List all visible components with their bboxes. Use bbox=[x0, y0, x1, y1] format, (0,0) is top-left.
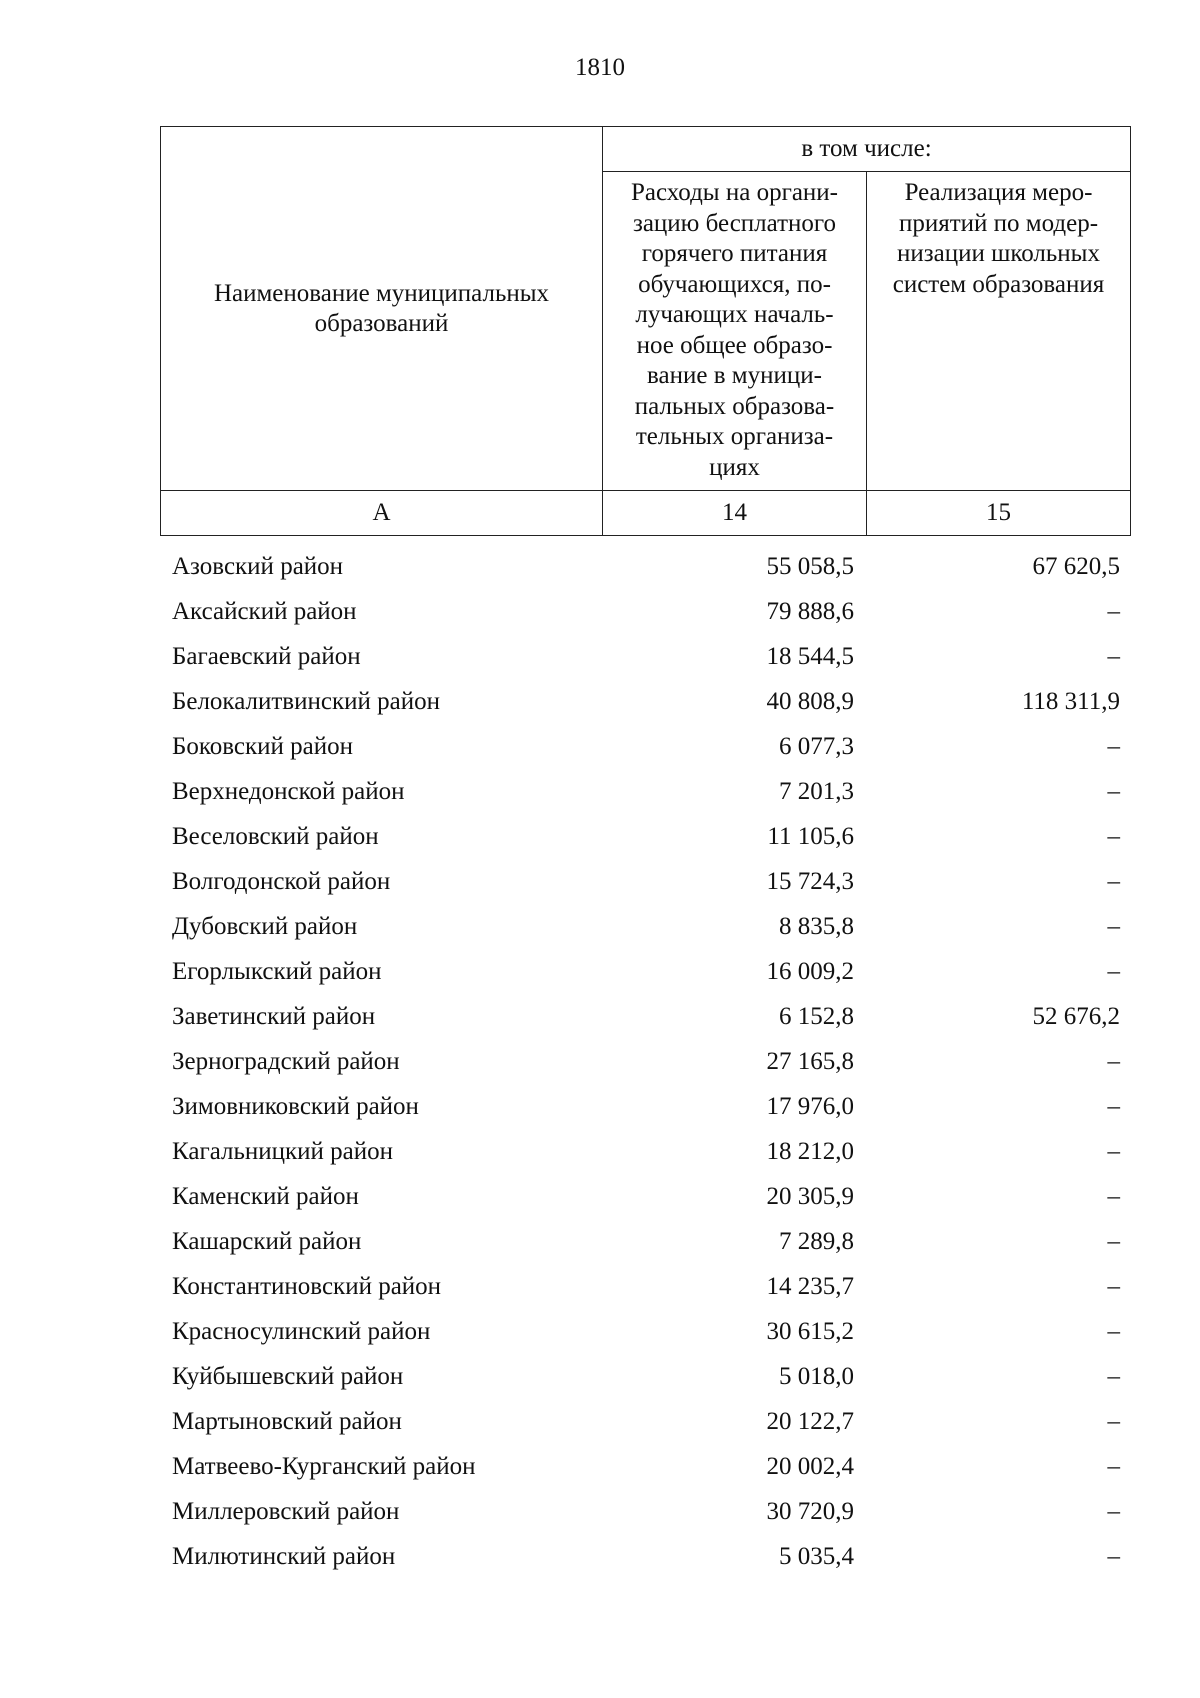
row-value-15: – bbox=[1107, 1318, 1120, 1345]
table-row bbox=[160, 1219, 1130, 1264]
header-col15-modernization: Реализация меро- приятий по модер- низации школьных систем образования bbox=[867, 172, 1131, 491]
row-name: Волгодонской район bbox=[172, 868, 391, 895]
row-value-14: 14 235,7 bbox=[766, 1273, 854, 1300]
row-value-14: 15 724,3 bbox=[766, 868, 854, 895]
table-row bbox=[160, 1174, 1130, 1219]
header-municipality-name: Наименование муниципальных образований bbox=[161, 127, 603, 491]
row-value-14: 17 976,0 bbox=[766, 1093, 854, 1120]
table-row bbox=[160, 1444, 1130, 1489]
row-value-15: – bbox=[1107, 643, 1120, 670]
row-value-14: 7 289,8 bbox=[779, 1228, 854, 1255]
header-num-15: 15 bbox=[867, 491, 1131, 536]
row-value-14: 55 058,5 bbox=[766, 553, 854, 580]
table-row bbox=[160, 859, 1130, 904]
table-body bbox=[160, 544, 1130, 1579]
row-value-15: – bbox=[1107, 733, 1120, 760]
row-name: Кагальницкий район bbox=[172, 1138, 394, 1165]
row-name: Азовский район bbox=[172, 553, 344, 580]
row-value-15: – bbox=[1107, 1408, 1120, 1435]
row-name: Матвеево-Курганский район bbox=[172, 1453, 476, 1480]
table-row bbox=[160, 949, 1130, 994]
row-name: Боковский район bbox=[172, 733, 353, 760]
row-value-14: 6 152,8 bbox=[779, 1003, 854, 1030]
row-name: Дубовский район bbox=[172, 913, 358, 940]
table-row bbox=[160, 1264, 1130, 1309]
row-name: Миллеровский район bbox=[172, 1498, 400, 1525]
row-name: Белокалитвинский район bbox=[172, 688, 440, 715]
row-value-15: – bbox=[1107, 1228, 1120, 1255]
row-value-14: 5 018,0 bbox=[779, 1363, 854, 1390]
table-row bbox=[160, 1489, 1130, 1534]
table-row bbox=[160, 679, 1130, 724]
table-row bbox=[160, 589, 1130, 634]
row-value-15: – bbox=[1107, 868, 1120, 895]
table-row bbox=[160, 1129, 1130, 1174]
row-value-15: – bbox=[1107, 1273, 1120, 1300]
row-value-15: 118 311,9 bbox=[1021, 688, 1120, 715]
row-name: Веселовский район bbox=[172, 823, 379, 850]
row-value-15: – bbox=[1107, 1543, 1120, 1570]
row-name: Заветинский район bbox=[172, 1003, 376, 1030]
row-name: Аксайский район bbox=[172, 598, 357, 625]
row-value-15: – bbox=[1107, 913, 1120, 940]
row-value-14: 20 002,4 bbox=[766, 1453, 854, 1480]
row-value-14: 30 720,9 bbox=[766, 1498, 854, 1525]
row-value-15: – bbox=[1107, 1498, 1120, 1525]
row-name: Верхнедонской район bbox=[172, 778, 405, 805]
row-name: Красносулинский район bbox=[172, 1318, 431, 1345]
row-value-15: 52 676,2 bbox=[1032, 1003, 1120, 1030]
row-value-14: 16 009,2 bbox=[766, 958, 854, 985]
row-value-14: 27 165,8 bbox=[766, 1048, 854, 1075]
table-row bbox=[160, 769, 1130, 814]
table-row bbox=[160, 1399, 1130, 1444]
row-name: Куйбышевский район bbox=[172, 1363, 404, 1390]
row-value-14: 11 105,6 bbox=[767, 823, 854, 850]
table-row bbox=[160, 904, 1130, 949]
row-name: Багаевский район bbox=[172, 643, 361, 670]
table-row bbox=[160, 634, 1130, 679]
row-value-14: 18 212,0 bbox=[766, 1138, 854, 1165]
table-row bbox=[160, 814, 1130, 859]
row-value-14: 8 835,8 bbox=[779, 913, 854, 940]
table-row bbox=[160, 1084, 1130, 1129]
table-row bbox=[160, 1309, 1130, 1354]
row-name: Мартыновский район bbox=[172, 1408, 402, 1435]
row-value-14: 6 077,3 bbox=[779, 733, 854, 760]
row-value-15: – bbox=[1107, 1093, 1120, 1120]
row-value-15: – bbox=[1107, 823, 1120, 850]
table-row bbox=[160, 1039, 1130, 1084]
header-num-a: А bbox=[161, 491, 603, 536]
row-name: Егорлыкский район bbox=[172, 958, 382, 985]
row-value-14: 18 544,5 bbox=[766, 643, 854, 670]
header-group-including: в том числе: bbox=[603, 127, 1131, 172]
row-value-14: 40 808,9 bbox=[766, 688, 854, 715]
table-row bbox=[160, 994, 1130, 1039]
row-value-15: – bbox=[1107, 1138, 1120, 1165]
row-value-14: 20 305,9 bbox=[766, 1183, 854, 1210]
row-value-15: – bbox=[1107, 1453, 1120, 1480]
row-value-14: 5 035,4 bbox=[779, 1543, 854, 1570]
row-value-14: 30 615,2 bbox=[766, 1318, 854, 1345]
row-name: Зимовниковский район bbox=[172, 1093, 419, 1120]
page-number: 1810 bbox=[575, 54, 625, 81]
table-row bbox=[160, 544, 1130, 589]
table-header bbox=[160, 126, 1131, 536]
header-col14-hot-meals: Расходы на органи- зацию бесплатного горячего питания обучающихся, по- лучающих началь- ное общее образо- вание в муници- пальных образова- тельных организа- циях bbox=[603, 172, 867, 491]
row-name: Милютинский район bbox=[172, 1543, 396, 1570]
table-row bbox=[160, 1354, 1130, 1399]
table-row bbox=[160, 1534, 1130, 1579]
row-value-15: – bbox=[1107, 778, 1120, 805]
row-value-14: 79 888,6 bbox=[766, 598, 854, 625]
row-name: Константиновский район bbox=[172, 1273, 442, 1300]
row-value-15: – bbox=[1107, 1048, 1120, 1075]
row-value-14: 20 122,7 bbox=[766, 1408, 854, 1435]
row-value-15: – bbox=[1107, 958, 1120, 985]
row-name: Кашарский район bbox=[172, 1228, 362, 1255]
row-value-15: – bbox=[1107, 1183, 1120, 1210]
row-value-15: 67 620,5 bbox=[1032, 553, 1120, 580]
row-name: Зерноградский район bbox=[172, 1048, 400, 1075]
header-num-14: 14 bbox=[603, 491, 867, 536]
row-name: Каменский район bbox=[172, 1183, 359, 1210]
row-value-14: 7 201,3 bbox=[779, 778, 854, 805]
row-value-15: – bbox=[1107, 1363, 1120, 1390]
table-row bbox=[160, 724, 1130, 769]
row-value-15: – bbox=[1107, 598, 1120, 625]
